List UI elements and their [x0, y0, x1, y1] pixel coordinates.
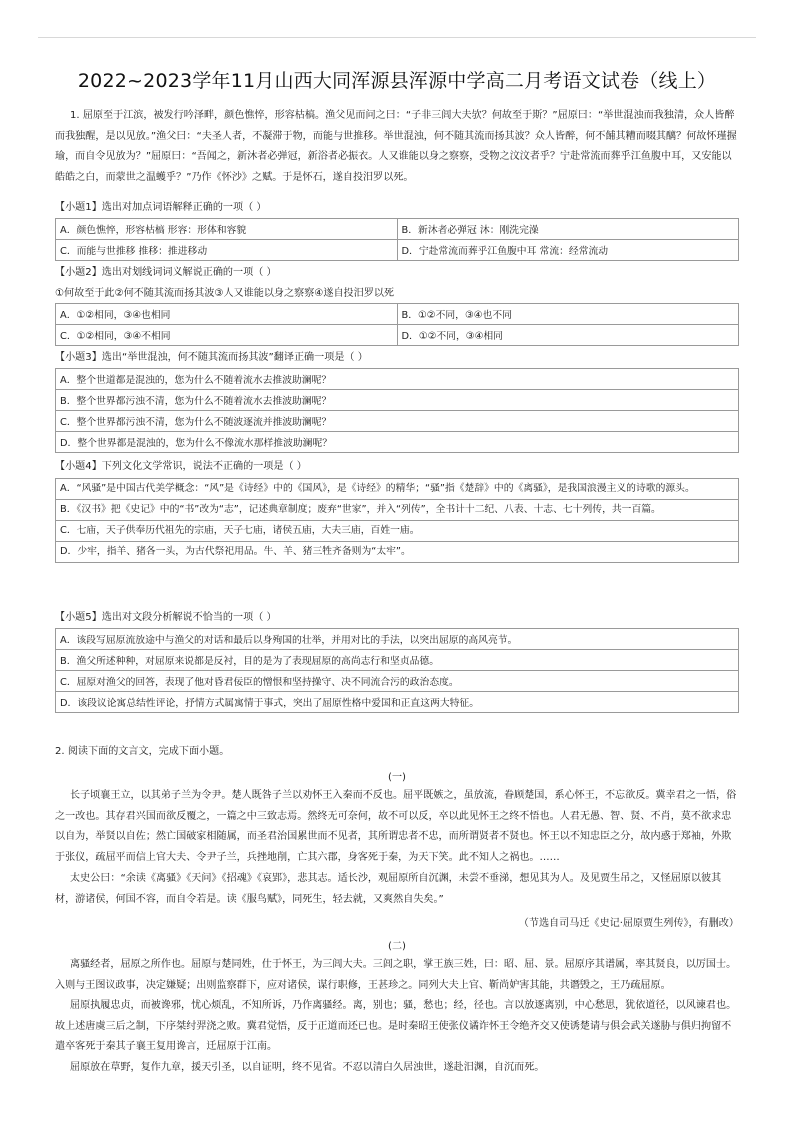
q5-options	[55, 628, 739, 713]
part1-source: （节选自司马迁《史记·屈原贾生列传》，有删改）	[518, 918, 739, 929]
part2-marker: (二)	[388, 941, 406, 952]
q1-option-a[interactable]: A．颜色憔悴，形容枯槁 形容：形体和容貌	[56, 219, 398, 240]
header-rule	[38, 37, 756, 38]
part1-paragraph-1: 长子顷襄王立，以其弟子兰为令尹。楚人既咎子兰以劝怀王入秦而不反也。屈平既嫉之，虽放流，眷顾楚国，系心怀王，不忘欲反。冀幸君之一悟，俗之一改也。其存君兴国而欲反覆之，一篇之中三致志焉。然终无可奈何，故不可以反，卒以此见怀王之终不悟也。人君无愚、智、贤、不肖，莫不欲求忠以自为，举贤以自佐；然亡国破家相随属，而圣君治国累世而不见者，其所谓忠者不忠，而所谓贤者不贤也。怀王以不知忠臣之分，故内惑于郑袖，外欺于张仪，疏屈平而信上官大夫、令尹子兰，兵挫地削，亡其六郡，身客死于秦，为天下笑。此不知人之祸也。……	[55, 790, 737, 863]
q4-options	[55, 478, 739, 563]
q4-option-a[interactable]: A．“风骚”是中国古代美学概念：“风”是《诗经》中的《国风》，是《诗经》的精华；“骚”指《楚辞》中的《离骚》，是我国浪漫主义的诗歌的源头。	[56, 479, 739, 500]
q5-stem: 【小题5】选出对文段分析解说不恰当的一项（ ）	[55, 612, 277, 623]
q3-option-b[interactable]: B．整个世界都污浊不清，您为什么不随着流水去推波助澜呢？	[56, 390, 739, 411]
q4-option-d[interactable]: D．少牢，指羊、猪各一头，为古代祭祀用品。牛、羊、猪三牲齐备则为“太牢”。	[56, 542, 739, 563]
q1-option-b[interactable]: B．新沐者必弹冠 沐：刚洗完澡	[397, 219, 739, 240]
q4-option-c[interactable]: C．七庙，天子供奉历代祖先的宗庙，天子七庙，诸侯五庙，大夫三庙，百姓一庙。	[56, 521, 739, 542]
q1-options	[55, 218, 739, 261]
q3-option-d[interactable]: D．整个世界都是混浊的，您为什么不像流水那样推波助澜呢？	[56, 432, 739, 453]
part2-paragraph-3: 屈原放在草野，复作九章，援天引圣，以自证明，终不见省。不忍以清白久居浊世，遂赴汨渊，自沉而死。	[70, 1062, 545, 1073]
q3-option-a[interactable]: A．整个世道都是混浊的，您为什么不随着流水去推波助澜呢？	[56, 369, 739, 390]
q3-option-c[interactable]: C．整个世界都污浊不清，您为什么不随波逐流并推波助澜呢？	[56, 411, 739, 432]
part1-marker: (一)	[388, 772, 406, 783]
part1-paragraph-2: 太史公曰：“余读《离骚》《天问》《招魂》《哀郢》，悲其志。适长沙，观屈原所自沉渊，未尝不垂涕，想见其为人。及见贾生吊之，又怪屈原以彼其材，游诸侯，何国不容，而自令若是。读《服鸟赋》，同死生，轻去就，又爽然自失矣。”	[55, 873, 722, 905]
q5-option-d[interactable]: D．该段议论寓总结性评论，抒情方式属寓情于事式，突出了屈原性格中爱国和正直这两大特征。	[56, 692, 739, 713]
q2-items: ①何故至于此②何不随其流而扬其波③人又谁能以身之察察④遂自投汨罗以死	[55, 288, 395, 299]
q4-option-b[interactable]: B．《汉书》把《史记》中的“书”改为“志”，记述典章制度；废弃“世家”，并入“列传”，全书计十二纪、八表、十志、七十列传，共一百篇。	[56, 500, 739, 521]
part2-paragraph-1: 离骚经者，屈原之所作也。屈原与楚同姓，仕于怀王，为三闾大夫。三闾之职，掌王族三姓，曰：昭、屈、景。屈原序其谱属，率其贤良，以厉国士。入则与王图议政事，决定嫌疑；出则监察群下，应对诸侯，谋行职修，王甚珍之。同列大夫上官、靳尚妒害其能，共谮毁之，王乃疏屈原。	[55, 959, 737, 991]
q2-stem: 【小题2】选出对划线词词义解说正确的一项（ ）	[55, 267, 277, 278]
q2-option-c[interactable]: C．①②相同，③④不相同	[56, 325, 398, 346]
q2-option-b[interactable]: B．①②不同，③④也不同	[397, 304, 739, 325]
section2-intro: 2. 阅读下面的文言文，完成下面小题。	[55, 746, 230, 757]
q3-options	[55, 368, 739, 453]
q4-stem: 【小题4】下列文化文学常识，说法不正确的一项是（ ）	[55, 461, 307, 472]
q1-option-d[interactable]: D．宁赴常流而葬乎江鱼腹中耳 常流：经常流动	[397, 240, 739, 261]
q5-option-a[interactable]: A．该段写屈原流放途中与渔父的对话和最后以身殉国的壮举，并用对比的手法，以突出屈原的高风亮节。	[56, 629, 739, 650]
q2-option-d[interactable]: D．①②不同，③④相同	[397, 325, 739, 346]
q1-option-c[interactable]: C．而能与世推移 推移：推进移动	[56, 240, 398, 261]
q2-options	[55, 303, 739, 346]
part2-paragraph-2: 屈原执履忠贞，而被谗邪，忧心烦乱，不知所诉，乃作离骚经。离，别也；骚，愁也；经，径也。言以放逐离别，中心愁思，犹依道径，以风谏君也。故上述唐虞三后之制，下序桀纣羿浇之败。冀君觉悟，反于正道而还已也。是时秦昭王使张仪谲诈怀王令绝齐交又使诱楚请与俱会武关遂胁与俱归拘留不遣卒客死于秦其子襄王复用谗言，迁屈原于江南。	[55, 1000, 737, 1052]
exam-title: 2022~2023学年11月山西大同浑源县浑源中学高二月考语文试卷（线上）	[77, 70, 717, 92]
q5-option-b[interactable]: B．渔父所述种种，对屈原来说都是反衬，目的是为了表现屈原的高尚志行和坚贞品德。	[56, 650, 739, 671]
passage-1: 1. 屈原至于江滨，被发行吟泽畔，颜色憔悴，形容枯槁。渔父见而问之曰：“子非三闾大夫欤？何故至于斯？”屈原曰：“举世混浊而我独清，众人皆醉而我独醒，是以见放。”渔父曰：“夫圣人者，不凝滞于物，而能与世推移。举世混浊，何不随其流而扬其波？众人皆醉，何不餔其糟而啜其醨？何故怀瑾握瑜，而自令见放为？”屈原曰：“吾闻之，新沐者必弹冠，新浴者必振衣。人又谁能以身之察察，受物之汶汶者乎？宁赴常流而葬乎江鱼腹中耳，又安能以皓皓之白，而蒙世之温蠖乎？”乃作《怀沙》之赋。于是怀石，遂自投汨罗以死。	[55, 110, 737, 183]
q2-option-a[interactable]: A．①②相同，③④也相同	[56, 304, 398, 325]
q1-stem: 【小题1】选出对加点词语解释正确的一项（ ）	[55, 202, 267, 213]
q3-stem: 【小题3】选出“举世混浊，何不随其流而扬其波”翻译正确一项是（ ）	[55, 352, 368, 363]
q5-option-c[interactable]: C．屈原对渔父的回答，表现了他对昏君佞臣的憎恨和坚持操守、决不同流合污的政治态度。	[56, 671, 739, 692]
